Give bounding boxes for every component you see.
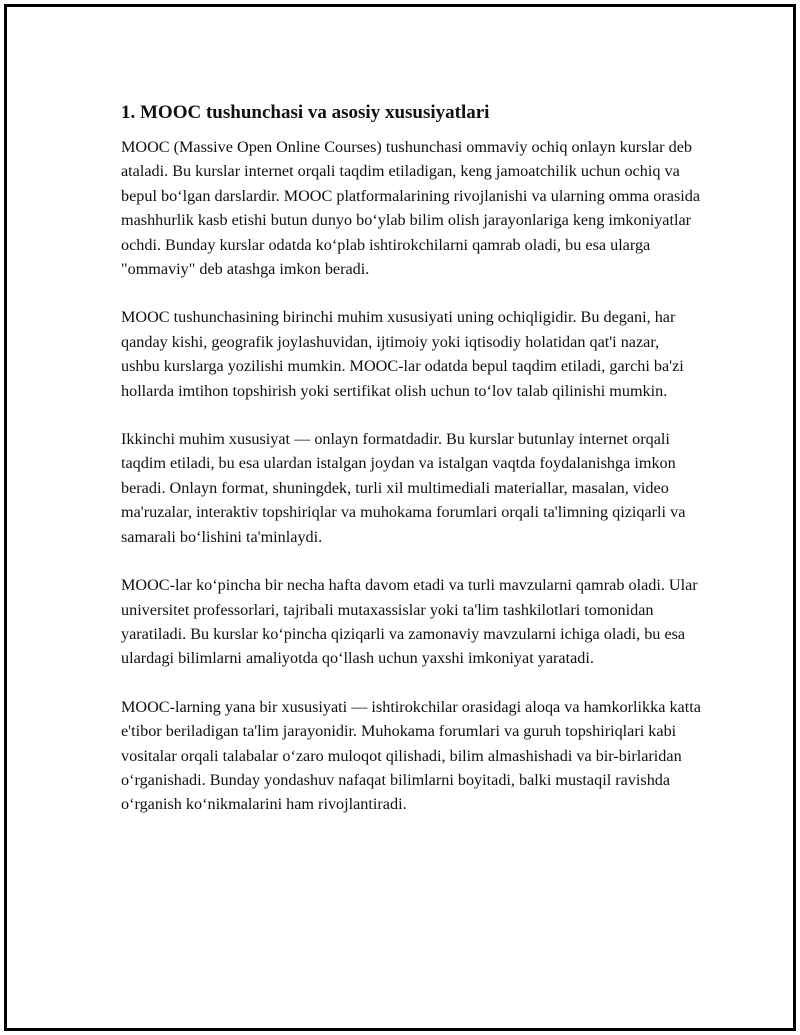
- document-body: [121, 100, 701, 841]
- paragraph-openness: MOOC tushunchasining birinchi muhim xususiyati uning ochiqligidir. Bu degani, har qanday kishi, geografik joylashuvidan, ijtimoiy yoki iqtisodiy holatidan qat'i nazar, ushbu kurslarga yozilishi mumkin. MOOC-lar odatda bepul taqdim etiladi, garchi ba'zi hollarda imtihon topshirish yoki sertifikat olish uchun to‘lov talab qilinishi mumkin.: [121, 308, 684, 400]
- paragraph-collaboration: MOOC-larning yana bir xususiyati — ishtirokchilar orasidagi aloqa va hamkorlikka katta e'tibor beriladigan ta'lim jarayonidir. Muhokama forumlari va guruh topshiriqlari kabi vositalar orqali talabalar o‘zaro muloqot qilishadi, bilim almashishadi va bir-birlaridan o‘rganishadi. Bunday yondashuv nafaqat bilimlarni boyitadi, balki mustaqil ravishda o‘rganish ko‘nikmalarini ham rivojlantiradi.: [121, 697, 701, 814]
- section-heading: 1. MOOC tushunchasi va asosiy xususiyatlari: [121, 102, 490, 123]
- paragraph-course-duration: MOOC-lar ko‘pincha bir necha hafta davom etadi va turli mavzularni qamrab oladi. Ular universitet professorlari, tajribali mutaxassislar yoki ta'lim tashkilotlari tomonidan yaratiladi. Bu kurslar ko‘pincha qiziqarli va zamonaviy mavzularni ichiga oladi, bu esa ulardagi bilimlarni amaliyotda qo‘llash uchun yaxshi imkoniyat yaratadi.: [121, 576, 698, 668]
- page-frame: [4, 4, 796, 1031]
- paragraph-online-format: Ikkinchi muhim xususiyat — onlayn formatdadir. Bu kurslar butunlay internet orqali taqdim etiladi, bu esa ulardan istalgan joydan va istalgan vaqtda foydalanishga imkon beradi. Onlayn format, shuningdek, turli xil multimediali materiallar, masalan, video ma'ruzalar, interaktiv topshiriqlar va muhokama forumlari orqali ta'limning qiziqarli va samarali bo‘lishini ta'minlaydi.: [121, 430, 686, 546]
- paragraph-mooc-definition: MOOC (Massive Open Online Courses) tushunchasi ommaviy ochiq onlayn kurslar deb ataladi. Bu kurslar internet orqali taqdim etiladigan, keng jamoatchilik uchun ochiq va bepul bo‘lgan darslardir. MOOC platformalarining rivojlanishi va ularning omma orasida mashhurlik kasb etishi butun dunyo bo‘ylab bilim olish jarayonlariga keng imkoniyatlar ochdi. Bunday kurslar odatda ko‘plab ishtirokchilarni qamrab oladi, bu esa ularga "ommaviy" deb atashga imkon beradi.: [121, 138, 701, 279]
